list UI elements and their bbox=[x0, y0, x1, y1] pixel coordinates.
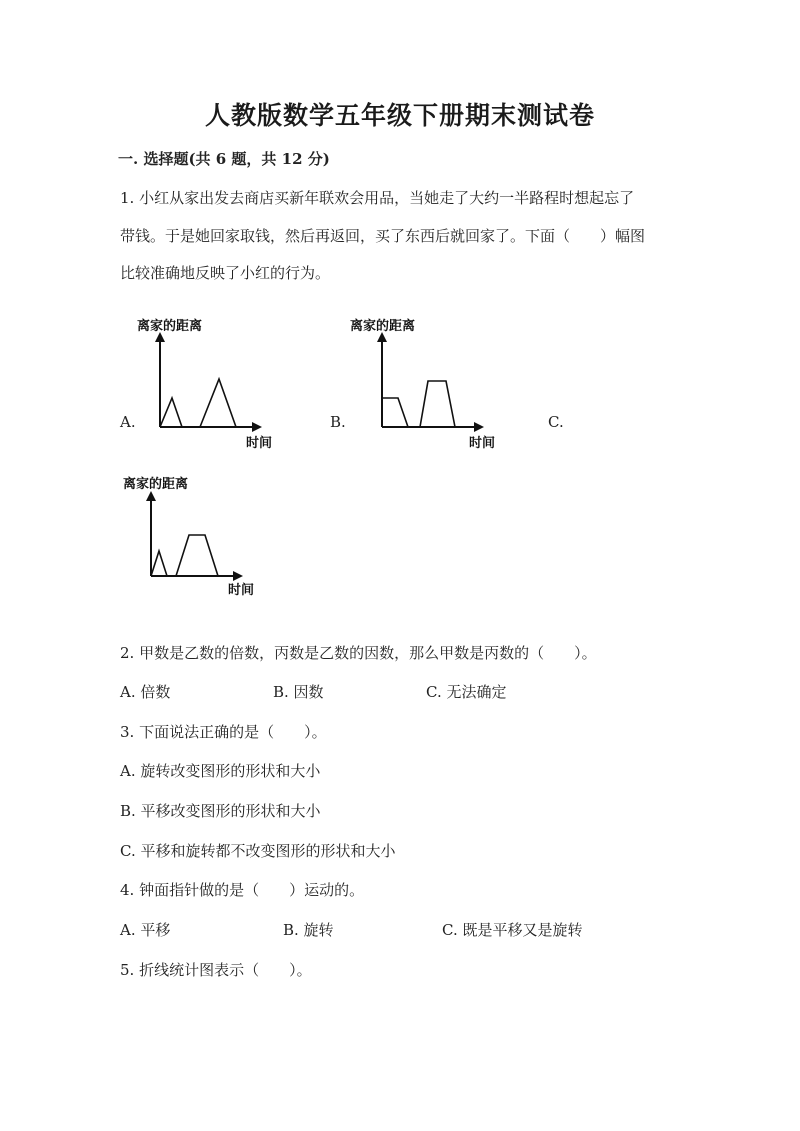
q2-option-a[interactable]: A. 倍数 bbox=[120, 683, 171, 701]
graph-c-line bbox=[151, 535, 218, 576]
q3-option-a[interactable]: A. 旋转改变图形的形状和大小 bbox=[120, 762, 321, 780]
q5-stem: 5. 折线统计图表示（ ）。 bbox=[120, 961, 312, 979]
graph-b bbox=[350, 318, 495, 451]
q1-option-c-label[interactable]: C. bbox=[548, 413, 564, 431]
graph-a-ylabel: 离家的距离 bbox=[137, 319, 203, 334]
q4-option-a[interactable]: A. 平移 bbox=[120, 921, 171, 939]
graph-c-xlabel: 时间 bbox=[228, 583, 255, 598]
page-title: 人教版数学五年级下册期末测试卷 bbox=[204, 101, 595, 130]
graph-c-ylabel: 离家的距离 bbox=[123, 477, 189, 492]
graph-c bbox=[123, 476, 254, 598]
graph-a bbox=[137, 318, 272, 451]
q1-stem-line3: 比较准确地反映了小红的行为。 bbox=[120, 264, 331, 282]
q1-stem-line2: 带钱。于是她回家取钱，然后再返回，买了东西后就回家了。下面（ ）幅图 bbox=[120, 227, 646, 245]
graph-b-xlabel: 时间 bbox=[469, 436, 496, 451]
q3-option-b[interactable]: B. 平移改变图形的形状和大小 bbox=[120, 802, 321, 820]
q4-stem: 4. 钟面指针做的是（ ）运动的。 bbox=[120, 881, 365, 899]
q1-option-b-label[interactable]: B. bbox=[330, 413, 346, 431]
graph-a-xlabel: 时间 bbox=[246, 436, 273, 451]
q3-stem: 3. 下面说法正确的是（ ）。 bbox=[120, 723, 327, 741]
q4-option-b[interactable]: B. 旋转 bbox=[283, 921, 334, 939]
q4-option-c[interactable]: C. 既是平移又是旋转 bbox=[442, 921, 583, 939]
graph-b-line bbox=[382, 381, 455, 427]
q2-option-c[interactable]: C. 无法确定 bbox=[426, 683, 507, 701]
q1-stem-line1: 1. 小红从家出发去商店买新年联欢会用品，当她走了大约一半路程时想起忘了 bbox=[120, 189, 635, 207]
q1-option-a-label[interactable]: A. bbox=[120, 413, 136, 431]
q2-option-b[interactable]: B. 因数 bbox=[273, 683, 324, 701]
section-heading: 一. 选择题(共 6 题，共 12 分) bbox=[118, 150, 330, 168]
q2-stem: 2. 甲数是乙数的倍数，丙数是乙数的因数，那么甲数是丙数的（ ）。 bbox=[120, 644, 597, 662]
graph-b-ylabel: 离家的距离 bbox=[350, 319, 416, 334]
q3-option-c[interactable]: C. 平移和旋转都不改变图形的形状和大小 bbox=[120, 842, 396, 860]
graph-a-line bbox=[160, 379, 236, 427]
